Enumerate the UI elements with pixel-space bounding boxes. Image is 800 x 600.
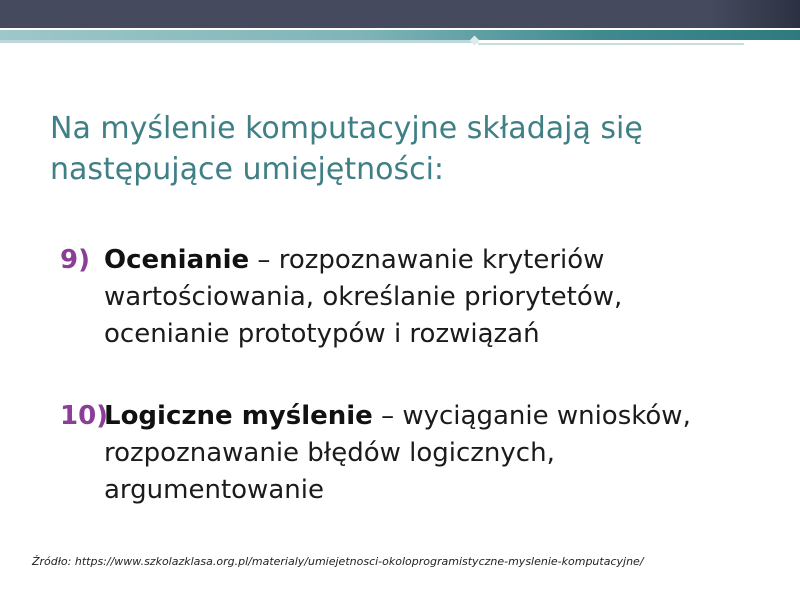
item-text: [60, 398, 710, 509]
list-item: [60, 398, 710, 509]
item-number: 10): [60, 401, 109, 431]
slide-title: Na myślenie komputacyjne składają się następujące umiejętności:: [50, 111, 643, 187]
source-citation: Źródło: https://www.szkolazklasa.org.pl/materialy/umiejetnosci-okoloprogramistyczne-myslenie-komputacyjne/: [32, 555, 644, 568]
header-band: [0, 0, 800, 28]
accent-line-right: [478, 43, 744, 45]
item-term: Ocenianie: [104, 245, 250, 275]
item-term: Logiczne myślenie: [104, 401, 373, 431]
list-item: [60, 242, 710, 353]
item-number: 9): [60, 245, 90, 275]
item-description: – wyciąganie wniosków, rozpoznawanie błędów logicznych, argumentowanie: [104, 401, 691, 505]
accent-line: [0, 40, 478, 43]
accent-stripe: [0, 30, 800, 40]
item-description: – rozpoznawanie kryteriów wartościowania, określanie priorytetów, ocenianie prototypów i rozwiązań: [104, 245, 623, 349]
item-text: [60, 242, 710, 353]
